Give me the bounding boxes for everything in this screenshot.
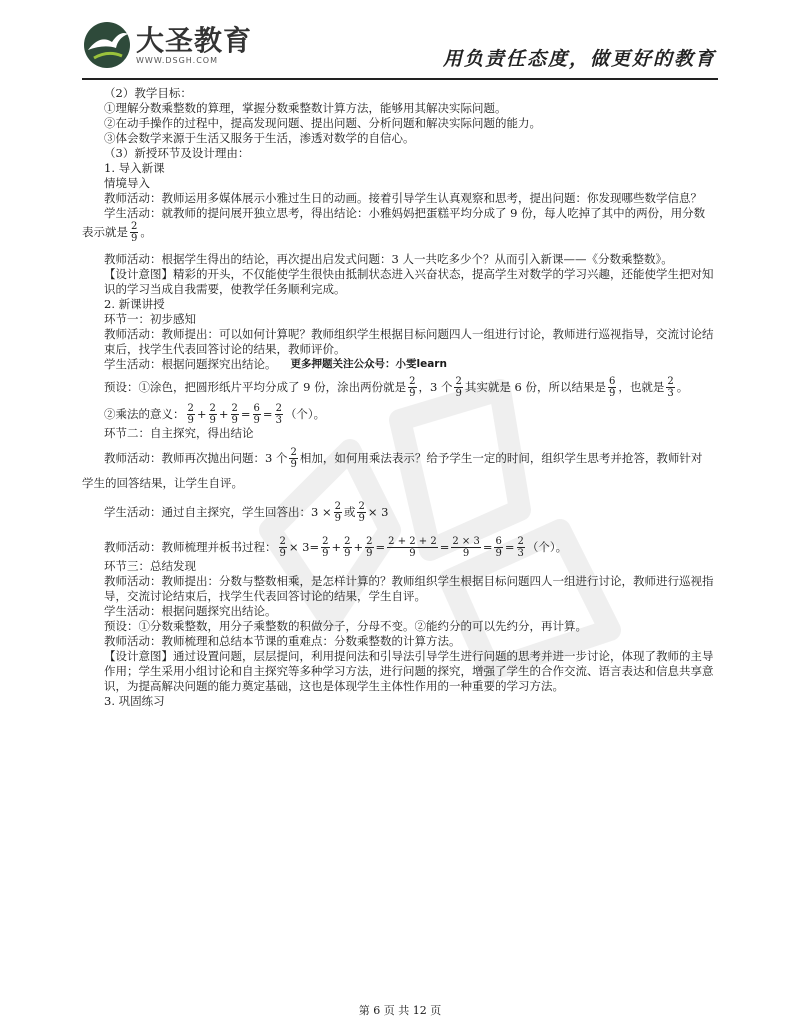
fraction: $\frac{2}{9}$: [209, 403, 216, 426]
design-intent-1: 【设计意图】精彩的开头，不仅能使学生很快由抵制状态进入兴奋状态，提高学生对数学的学习兴趣，还能使学生把对知识的学习当成自我需要，使教学任务顺利完成。: [104, 267, 714, 296]
fraction: $\frac{2}{9}$: [131, 221, 138, 244]
teacher-activity-4-line: [104, 447, 724, 470]
fraction-line-1: [82, 221, 724, 244]
student-activity-3-line: [104, 501, 724, 524]
fraction: $\frac{2}{9}$: [344, 536, 351, 559]
segment-1-title: 环节一：初步感知: [104, 312, 196, 326]
text-fragment: 表示就是: [82, 225, 128, 239]
step-title: （3）新授环节及设计理由：: [104, 146, 250, 160]
page-footer: 第 6 页 共 12 页: [358, 1004, 442, 1017]
header-slogan: 用负责任态度，做更好的教育: [442, 48, 716, 70]
teacher-activity-2: 教师活动：根据学生得出的结论，再次提出启发式问题：3 人一共吃多少个？从而引入新课——《分数乘整数》。: [104, 252, 673, 266]
section-3-title: 3. 巩固练习: [104, 694, 165, 708]
text-fragment: ，3 个: [418, 380, 453, 394]
text-fragment: 教师活动：教师再次抛出问题：3 个: [104, 451, 288, 465]
text-fragment: 学生活动：通过自主探究，学生回答出：: [104, 505, 311, 519]
goal-2: ②在动手操作的过程中，提高发现问题、提出问题、分析问题和解决实际问题的能力。: [104, 116, 541, 130]
equals-sign: =: [240, 407, 251, 421]
section-1-subtitle: 情境导入: [104, 176, 150, 190]
logo-bird-icon: [82, 20, 132, 70]
fraction: $\frac{2 + 2 + 2}{9}$: [388, 536, 437, 559]
teacher-activity-4-cont: 学生的回答结果，让学生自评。: [82, 476, 243, 490]
page-header: [0, 0, 800, 84]
text-fragment: 预设：①涂色，把圆形纸片平均分成了 9 份，涂出两份就是: [104, 380, 407, 394]
goal-title: （2）教学目标：: [104, 86, 192, 100]
text-fragment: 。: [676, 380, 689, 394]
logo-name: 大圣教育: [136, 23, 253, 57]
fraction: $\frac{2}{9}$: [322, 536, 329, 559]
document-body: [82, 86, 724, 709]
header-divider: [82, 78, 718, 80]
equals-sign: =: [504, 540, 515, 554]
teacher-activity-1: 教师活动：教师运用多媒体展示小雅过生日的动画。接着引导学生认真观察和思考，提出问题：你发现哪些数学信息？: [104, 191, 702, 205]
equals-sign: =: [439, 540, 450, 554]
text-fragment: 教师活动：教师梳理并板书过程：: [104, 540, 277, 554]
text-fragment: ②乘法的意义：: [104, 407, 185, 421]
student-activity-1: 学生活动：就教师的提问展开独立思考，得出结论：小雅妈妈把蛋糕平均分成了 9 份，每人吃掉了其中的两份，用分数: [104, 206, 706, 220]
teacher-activity-3: 教师活动：教师提出：可以如何计算呢？教师组织学生根据目标问题四人一组进行讨论，教师进行巡视指导，交流讨论结束后，找学生代表回答讨论的结果，教师评价。: [104, 327, 714, 356]
math-text: × 3: [367, 505, 389, 519]
fraction: $\frac{2}{9}$: [334, 501, 341, 524]
teacher-activity-6: 教师活动：教师提出：分数与整数相乘，是怎样计算的？教师组织学生根据目标问题四人一组进行讨论，教师进行巡视指导，交流讨论结束后，找学生代表回答讨论的结果，学生自评。: [104, 574, 714, 603]
equals-sign: =: [482, 540, 493, 554]
fraction: $\frac{6}{9}$: [495, 536, 502, 559]
text-fragment: 或: [343, 505, 356, 519]
text-fragment: 相加，如何用乘法表示？给予学生一定的时间，组织学生思考并抢答，教师针对: [299, 451, 703, 465]
fraction: $\frac{2}{3}$: [667, 376, 674, 399]
plus-sign: +: [331, 540, 342, 554]
fraction: $\frac{6}{9}$: [253, 403, 260, 426]
section-1-title: 1. 导入新课: [104, 161, 165, 175]
segment-3-title: 环节三：总结发现: [104, 559, 196, 573]
text-fragment: 其实就是 6 份，所以结果是: [464, 380, 606, 394]
fraction: $\frac{2}{3}$: [275, 403, 282, 426]
fraction: $\frac{2}{9}$: [279, 536, 286, 559]
text-fragment: ，也就是: [618, 380, 665, 394]
plus-sign: +: [196, 407, 207, 421]
fraction: $\frac{2}{9}$: [409, 376, 416, 399]
fraction: $\frac{2}{9}$: [358, 501, 365, 524]
preset-3: 预设：①分数乘整数，用分子乘整数的积做分子，分母不变。②能约分的可以先约分，再计算。: [104, 619, 587, 633]
math-text: × 3: [288, 540, 310, 554]
student-activity-4: 学生活动：根据问题探究出结论。: [104, 604, 277, 618]
math-text: 3 ×: [311, 505, 332, 519]
goal-1: ①理解分数乘整数的算理，掌握分数乘整数计算方法，能够用其解决实际问题。: [104, 101, 507, 115]
preset-1-line: [104, 376, 724, 399]
student-activity-2: 学生活动：根据问题探究出结论。: [104, 357, 277, 371]
logo: [82, 20, 252, 70]
fraction: $\frac{6}{9}$: [609, 376, 616, 399]
fraction: $\frac{2}{9}$: [455, 376, 462, 399]
student-activity-2-line: [104, 357, 724, 372]
promo-note: 更多押题关注公众号：小雯learn: [290, 358, 447, 370]
fraction: $\frac{2}{9}$: [290, 447, 297, 470]
fraction: $\frac{2}{9}$: [366, 536, 373, 559]
fraction: $\frac{2}{3}$: [517, 536, 524, 559]
section-2-title: 2. 新课讲授: [104, 297, 165, 311]
segment-2-title: 环节二：自主探究，得出结论: [104, 426, 254, 440]
design-intent-2: 【设计意图】通过设置问题，层层提问，利用提问法和引导法引导学生进行问题的思考并进一步讨论，体现了教师的主导作用；学生采用小组讨论和自主探究等多种学习方法，进行问题的探究，增强了学生的合作交流、语言表达和信息共享意识，为提高解决问题的能力奠定基础，这也是体现学生主体性作用的一种重要的学习方法。: [104, 649, 714, 693]
preset-2-line: [104, 403, 724, 426]
text-fragment: （个）。: [284, 407, 326, 421]
text-fragment: 。: [140, 225, 152, 239]
fraction: $\frac{2}{9}$: [231, 403, 238, 426]
text-fragment: （个）。: [526, 540, 568, 554]
fraction: $\frac{2 \times 3}{9}$: [452, 536, 480, 559]
fraction: $\frac{2}{9}$: [187, 403, 194, 426]
plus-sign: +: [353, 540, 364, 554]
plus-sign: +: [218, 407, 229, 421]
equals-sign: =: [262, 407, 273, 421]
teacher-activity-7: 教师活动：教师梳理和总结本节课的重难点：分数乘整数的计算方法。: [104, 634, 461, 648]
teacher-activity-5-line: [104, 536, 724, 559]
logo-url: WWW.DSGH.COM: [136, 55, 218, 65]
equals-sign: =: [309, 540, 320, 554]
goal-3: ③体会数学来源于生活又服务于生活，渗透对数学的自信心。: [104, 131, 415, 145]
equals-sign: =: [375, 540, 386, 554]
